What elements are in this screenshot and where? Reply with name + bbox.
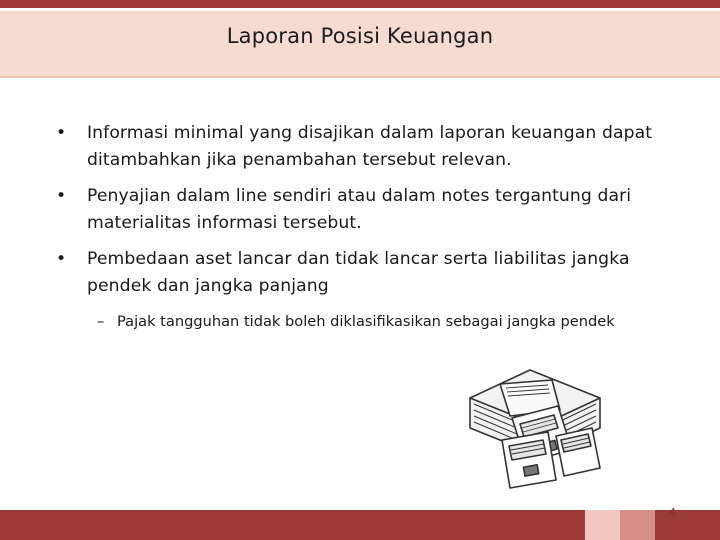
sub-bullet-item — [97, 309, 657, 334]
slide-content — [56, 120, 676, 334]
footer-main-block — [0, 510, 585, 540]
sub-bullet-text: Pajak tangguhan tidak boleh diklasifikasikan sebagai jangka pendek — [117, 313, 615, 330]
floppy-disk-tray-icon — [460, 358, 610, 498]
title-band-divider — [0, 76, 720, 78]
bullet-marker: • — [56, 123, 67, 143]
slide-title: Laporan Posisi Keuangan — [226, 24, 494, 48]
bullet-text: Pembedaan aset lancar dan tidak lancar serta liabilitas jangka pendek dan jangka panjang — [87, 249, 630, 296]
slide-number: 4 — [669, 506, 676, 519]
bullet-item — [56, 183, 676, 237]
bullet-item — [56, 246, 676, 300]
bullet-marker: • — [56, 249, 67, 269]
footer-light-square — [585, 510, 620, 540]
footer-mid-square — [620, 510, 655, 540]
footer-bar — [0, 506, 720, 540]
top-accent-strip — [0, 0, 720, 8]
bullet-text: Penyajian dalam line sendiri atau dalam notes tergantung dari materialitas informasi tersebut. — [87, 186, 632, 233]
sub-bullet-marker: – — [97, 313, 105, 330]
bullet-list — [56, 120, 676, 300]
bullet-text: Informasi minimal yang disajikan dalam laporan keuangan dapat ditambahkan jika penambahan tersebut relevan. — [87, 123, 653, 170]
sub-bullet-list — [97, 309, 657, 334]
footer-dark-square — [655, 506, 720, 540]
bullet-marker: • — [56, 186, 67, 206]
bullet-item — [56, 120, 676, 174]
